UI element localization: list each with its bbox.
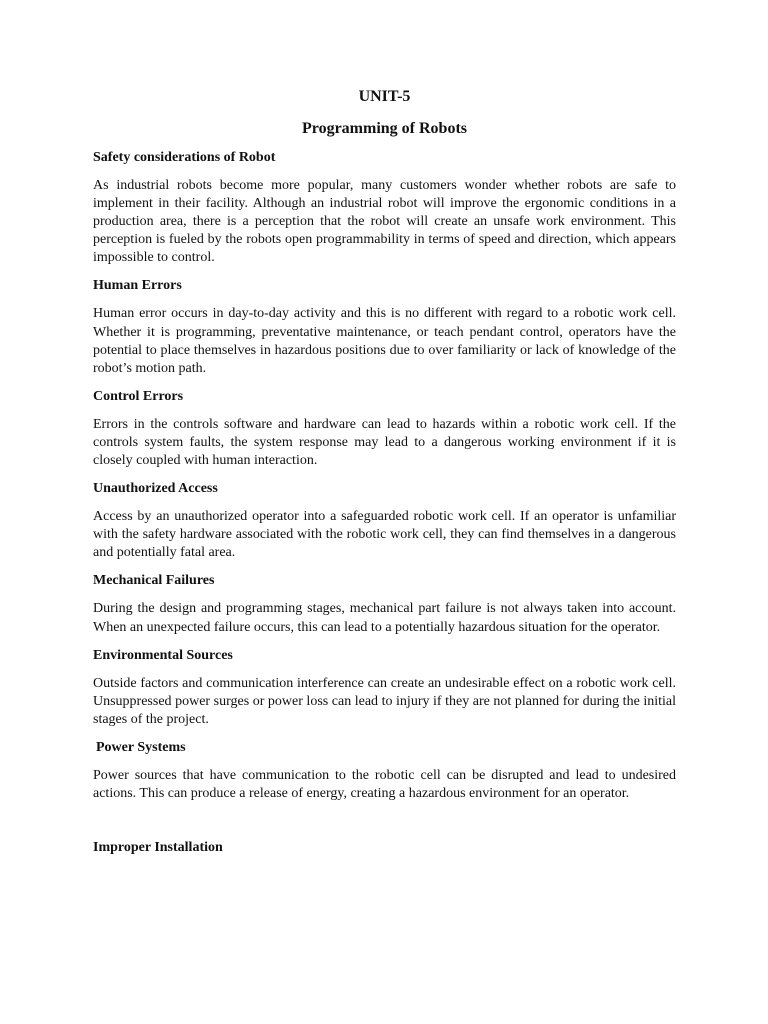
section-body-human-errors: Human error occurs in day-to-day activity and this is no different with regard to a robotic work cell. Whether it is programming, preventative maintenance, or teach pendant control, operators have the potential to place themselves in hazardous positions due to over familiarity or lack of knowledge of the robot’s motion path.	[93, 306, 676, 376]
section-heading-environmental-sources: Environmental Sources	[93, 647, 233, 663]
section-heading-unauthorized-access: Unauthorized Access	[93, 481, 218, 497]
document-page	[93, 87, 676, 867]
document-title: Programming of Robots	[301, 120, 468, 137]
section-body-power-systems: Power sources that have communication to the robotic cell can be disrupted and lead to undesired actions. This can produce a release of energy, creating a hazardous environment for an operator.	[93, 767, 676, 801]
section-body-unauthorized-access: Access by an unauthorized operator into a safeguarded robotic work cell. If an operator is unfamiliar with the safety hardware associated with the robotic work cell, they can find themselves in a dangerous and potentially fatal area.	[93, 509, 676, 561]
section-heading-human-errors: Human Errors	[93, 278, 182, 294]
unit-title: UNIT-5	[358, 88, 411, 105]
section-heading-mechanical-failures: Mechanical Failures	[93, 573, 215, 589]
section-heading-improper-installation: Improper Installation	[93, 840, 223, 856]
section-body-environmental-sources: Outside factors and communication interference can create an undesirable effect on a robotic work cell. Unsuppressed power surges or power loss can lead to injury if they are not planned for during the initial stages of the project.	[93, 675, 676, 727]
section-heading-power-systems: Power Systems	[96, 739, 186, 755]
section-heading-control-errors: Control Errors	[93, 388, 184, 404]
section-body-control-errors: Errors in the controls software and hardware can lead to hazards within a robotic work cell. If the controls system faults, the system response may lead to a dangerous working environment if it is closely coupled with human interaction.	[93, 416, 676, 469]
section-spacer	[93, 813, 676, 839]
section-body-safety: As industrial robots become more popular, many customers wonder whether robots are safe to implement in their facility. Although an industrial robot will improve the ergonomic conditions in a production area, there is a perception that the robot will create an unsafe work environment. This perception is fueled by the robots open programmability in terms of speed and direction, which appears impossible to control.	[93, 178, 676, 266]
section-body-mechanical-failures: During the design and programming stages, mechanical part failure is not always taken into account. When an unexpected failure occurs, this can lead to a potentially hazardous situation for the operator.	[93, 601, 676, 635]
section-heading-safety: Safety considerations of Robot	[93, 150, 276, 165]
